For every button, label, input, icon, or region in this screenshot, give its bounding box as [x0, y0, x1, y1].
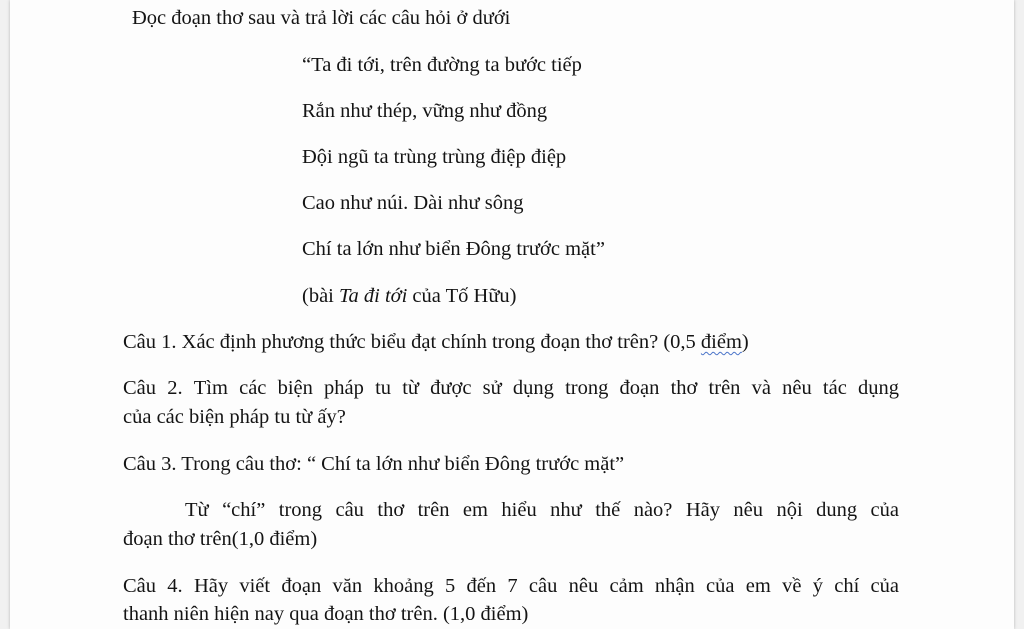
poem-source-prefix: (bài — [302, 285, 339, 307]
question-1-text: Câu 1. Xác định phương thức biểu đạt chính trong đoạn thơ trên? (0,5 — [123, 331, 701, 353]
poem-source — [302, 284, 517, 308]
question-4-line-2: thanh niên hiện nay qua đoạn thơ trên. (1,0 điểm) — [123, 603, 529, 625]
question-2-line-2: của các biện pháp tu từ ấy? — [123, 406, 346, 428]
word: em — [745, 575, 771, 597]
word: về — [782, 575, 802, 597]
question-1-end: ) — [741, 331, 749, 353]
word: của — [870, 575, 899, 597]
word: đoạn — [281, 575, 322, 597]
question-3-line-1: Câu 3. Trong câu thơ: “ Chí ta lớn như biển Đông trước mặt” — [123, 453, 625, 475]
word: Hãy — [685, 499, 720, 521]
word: trong — [565, 377, 609, 399]
question-2-line-1 — [123, 376, 899, 400]
word: đến — [466, 575, 497, 597]
word: nêu — [782, 377, 812, 399]
word: cảm — [609, 575, 644, 597]
word: biện — [277, 377, 313, 399]
word: nhận — [654, 575, 695, 597]
word: dụng — [512, 377, 554, 399]
word: nội — [776, 499, 803, 521]
word: hiểu — [501, 499, 537, 521]
instruction-text: Đọc đoạn thơ sau và trả lời các câu hỏi ở dưới — [132, 7, 511, 29]
word: từ — [402, 377, 419, 399]
word: đoạn — [619, 377, 660, 399]
word: trên — [708, 377, 741, 399]
question-4-line-1 — [123, 574, 899, 598]
word: trong — [278, 499, 323, 521]
word: 4. — [167, 575, 183, 597]
word: Từ — [185, 499, 209, 521]
word: “chí” — [222, 499, 266, 521]
word: được — [430, 377, 472, 399]
word: Câu — [123, 575, 157, 597]
word: các — [239, 377, 267, 399]
word: dụng — [857, 377, 899, 399]
word: văn — [332, 575, 363, 597]
word: viết — [239, 575, 271, 597]
word: nào? — [633, 499, 673, 521]
question-3-line-3: đoạn thơ trên(1,0 điểm) — [123, 528, 318, 550]
word: tu — [375, 377, 392, 399]
poem-line-3: Đội ngũ ta trùng trùng điệp điệp — [302, 146, 567, 168]
poem-line-2: Rắn như thép, vững như đồng — [302, 100, 548, 122]
word: của — [870, 499, 899, 521]
poem-line-1: “Ta đi tới, trên đường ta bước tiếp — [302, 54, 582, 76]
word: 7 — [507, 575, 518, 597]
word: và — [751, 377, 771, 399]
word: thơ — [670, 377, 698, 399]
word: tác — [822, 377, 847, 399]
poem-source-title: Ta đi tới — [339, 285, 408, 307]
word: thơ — [377, 499, 405, 521]
word: của — [706, 575, 735, 597]
word: ý — [812, 575, 823, 597]
word: 2. — [167, 377, 183, 399]
word: pháp — [324, 377, 364, 399]
word: nêu — [568, 575, 599, 597]
word: 5 — [445, 575, 456, 597]
poem-source-suffix: của Tố Hữu) — [407, 285, 517, 307]
poem-line-5: Chí ta lớn như biển Đông trước mặt” — [302, 238, 605, 260]
word: câu — [335, 499, 364, 521]
word: nêu — [733, 499, 764, 521]
word: khoảng — [373, 575, 434, 597]
question-1 — [123, 330, 749, 354]
word: sử — [482, 377, 502, 399]
word: như — [550, 499, 582, 521]
word: chí — [834, 575, 860, 597]
word: Hãy — [193, 575, 229, 597]
word: dung — [816, 499, 858, 521]
poem-line-4: Cao như núi. Dài như sông — [302, 192, 524, 214]
word: Câu — [123, 377, 157, 399]
word: câu — [528, 575, 558, 597]
question-3-line-2 — [185, 498, 899, 522]
word: Tìm — [193, 377, 228, 399]
question-1-points-word: điểm — [700, 331, 742, 353]
word: trên — [417, 499, 450, 521]
word: thế — [595, 499, 621, 521]
document-page — [10, 0, 1014, 629]
word: em — [462, 499, 488, 521]
